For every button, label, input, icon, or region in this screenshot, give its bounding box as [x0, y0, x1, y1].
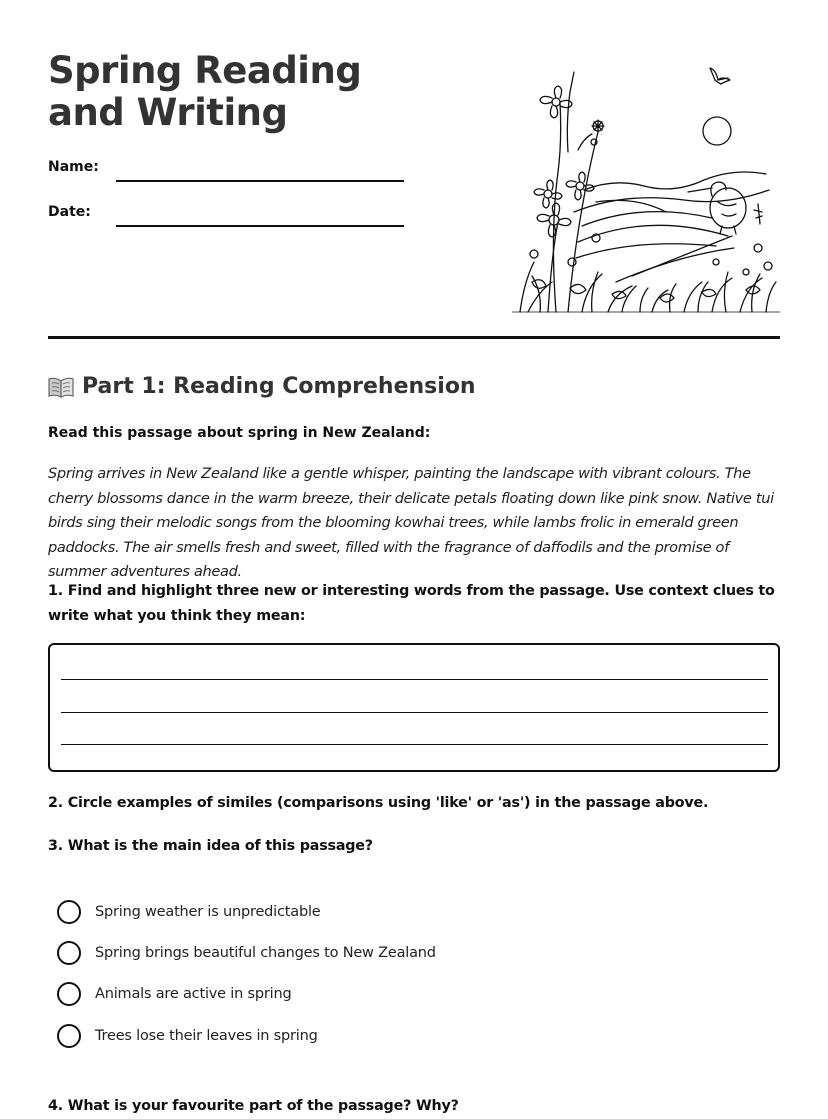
sun-icon: [703, 117, 731, 145]
question-2: 2. Circle examples of similes (comparisons using 'like' or 'as') in the passage above.: [48, 795, 709, 811]
name-field[interactable]: [116, 180, 404, 182]
page-title: Spring Reading and Writing: [48, 49, 362, 134]
passage-intro: Read this passage about spring in New Zealand:: [48, 425, 431, 441]
q3-option[interactable]: [57, 897, 321, 927]
spring-landscape-illustration: [512, 62, 780, 314]
q3-option[interactable]: [57, 1021, 318, 1051]
option-label: Spring brings beautiful changes to New Zealand: [95, 945, 436, 961]
radio-button[interactable]: [57, 982, 81, 1006]
section-divider: [48, 336, 780, 339]
q1-answer-box[interactable]: [48, 643, 780, 772]
answer-line[interactable]: [61, 744, 768, 745]
q3-option[interactable]: [57, 938, 436, 968]
question-3: 3. What is the main idea of this passage?: [48, 838, 373, 854]
date-label: Date:: [48, 204, 91, 220]
answer-line[interactable]: [61, 679, 768, 680]
name-label: Name:: [48, 159, 99, 175]
kiwi-bird-icon: [688, 182, 746, 234]
flying-bird-icon: [710, 68, 730, 84]
part1-heading-text: Part 1: Reading Comprehension: [82, 374, 476, 399]
radio-button[interactable]: [57, 900, 81, 924]
date-field[interactable]: [116, 225, 404, 227]
radio-button[interactable]: [57, 941, 81, 965]
answer-line[interactable]: [61, 712, 768, 713]
flower-icon: [540, 86, 572, 118]
question-1: 1. Find and highlight three new or interesting words from the passage. Use context clues to write what you think they mean:: [48, 583, 775, 624]
part1-heading: [48, 374, 476, 399]
reading-passage: Spring arrives in New Zealand like a gentle whisper, painting the landscape with vibrant colours. The cherry blossoms dance in the warm breeze, their delicate petals floating down like pink snow. Native tui birds sing their melodic songs from the blooming kowhai trees, while lambs frolic in emerald green paddocks. The air smells fresh and sweet, filled with the fragrance of daffodils and the promise of summer adventures ahead.: [48, 465, 774, 581]
question-4: 4. What is your favourite part of the passage? Why?: [48, 1098, 459, 1114]
q3-option[interactable]: [57, 979, 291, 1009]
option-label: Spring weather is unpredictable: [95, 904, 321, 920]
open-book-icon: [48, 376, 74, 398]
radio-button[interactable]: [57, 1024, 81, 1048]
option-label: Animals are active in spring: [95, 986, 292, 1002]
option-label: Trees lose their leaves in spring: [95, 1028, 318, 1044]
